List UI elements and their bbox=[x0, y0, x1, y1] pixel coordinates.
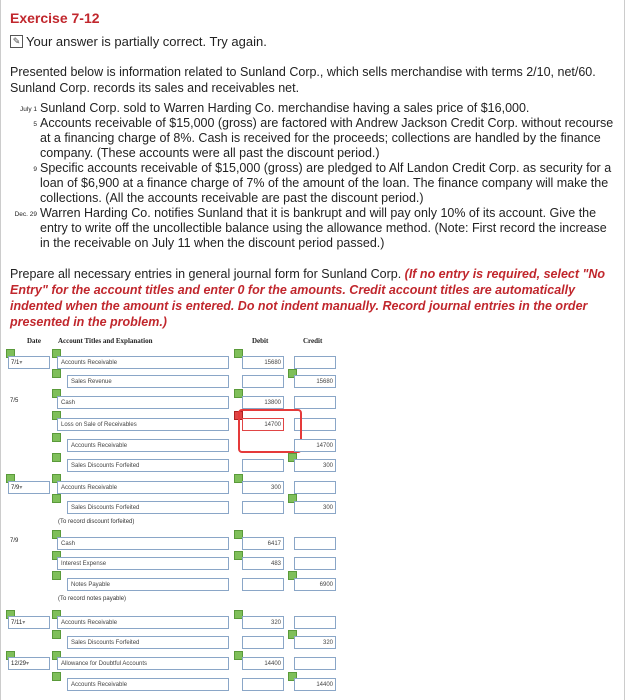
debit-input[interactable]: 320 bbox=[242, 616, 284, 629]
correct-icon bbox=[52, 494, 61, 503]
instructions: Prepare all necessary entries in general journal form for Sunland Corp. (If no entry is required, select "No Entry" for the account titles and enter 0 for the amounts. Credit account titles are automatically indented when the amount is entered. Do not indent manually. Record journal entries in the order presented in the problem.) bbox=[10, 267, 606, 329]
debit-input[interactable] bbox=[242, 459, 284, 472]
chevron-down-icon: ▾ bbox=[26, 661, 30, 667]
debit-input[interactable] bbox=[242, 578, 284, 591]
entry-note: (To record discount forfeited) bbox=[58, 519, 135, 525]
account-input[interactable]: Accounts Receivable bbox=[57, 356, 229, 369]
credit-input[interactable] bbox=[294, 537, 336, 550]
account-input[interactable]: Accounts Receivable bbox=[67, 439, 229, 452]
correct-icon bbox=[52, 433, 61, 442]
intro-text: Presented below is information related to Sunland Corp., which sells merchandise with terms 2/10, net/60. Sunland Corp. records its sales and receivables net. bbox=[10, 65, 596, 95]
account-input[interactable]: Sales Revenue bbox=[67, 375, 229, 388]
event-item: 9 Specific accounts receivable of $15,000 (gross) are pledged to Alf Landon Credit Corp. as security for a loan of $6,900 at a finance charge of 7% of the amount of the loan. The finance company will make the collections. (All the accounts receivable are past the discount period.) bbox=[33, 161, 612, 205]
correct-icon bbox=[52, 369, 61, 378]
header-date: Date bbox=[27, 337, 41, 345]
credit-input[interactable] bbox=[294, 481, 336, 494]
instructions-emphasis: (If no entry is required, select "No Entry" for the account titles and enter 0 for the amounts. Credit account titles are automatically indented when the amount is entered. Do not indent manually. Record journal entries in the order presented in the problem.) bbox=[10, 267, 606, 329]
event-item: July 1 Sunland Corp. sold to Warren Harding Co. merchandise having a sales price of $16,000. bbox=[20, 101, 530, 115]
correct-icon bbox=[52, 453, 61, 462]
credit-input[interactable] bbox=[294, 657, 336, 670]
event-list bbox=[10, 101, 615, 251]
annotation-highlight bbox=[238, 409, 302, 453]
credit-input[interactable]: 15680 bbox=[294, 375, 336, 388]
date-select[interactable]: 12/29▾ bbox=[8, 657, 50, 670]
chevron-down-icon: ▾ bbox=[19, 360, 23, 366]
debit-input[interactable]: 14400 bbox=[242, 657, 284, 670]
date-label: 7/5 bbox=[10, 398, 19, 404]
date-label: 7/9 bbox=[10, 538, 19, 544]
account-input[interactable]: Cash bbox=[57, 537, 229, 550]
credit-input[interactable]: 300 bbox=[294, 501, 336, 514]
credit-input[interactable]: 6900 bbox=[294, 578, 336, 591]
debit-input[interactable]: 14700 bbox=[242, 418, 284, 431]
credit-input[interactable] bbox=[294, 616, 336, 629]
debit-input[interactable]: 13800 bbox=[242, 396, 284, 409]
chevron-down-icon: ▾ bbox=[19, 485, 23, 491]
credit-input[interactable] bbox=[294, 396, 336, 409]
credit-input[interactable] bbox=[294, 356, 336, 369]
credit-input[interactable]: 300 bbox=[294, 459, 336, 472]
debit-input[interactable]: 483 bbox=[242, 557, 284, 570]
debit-input[interactable] bbox=[242, 375, 284, 388]
credit-input[interactable]: 320 bbox=[294, 636, 336, 649]
entry-note: (To record notes payable) bbox=[58, 596, 127, 602]
credit-input[interactable]: 14400 bbox=[294, 678, 336, 691]
date-select[interactable]: 7/11▾ bbox=[8, 616, 50, 629]
account-input[interactable]: Sales Discounts Forfeited bbox=[67, 501, 229, 514]
account-input[interactable]: Sales Discounts Forfeited bbox=[67, 459, 229, 472]
debit-input[interactable]: 6417 bbox=[242, 537, 284, 550]
account-input[interactable]: Accounts Receivable bbox=[57, 616, 229, 629]
account-input[interactable]: Accounts Receivable bbox=[67, 678, 229, 691]
account-input[interactable]: Interest Expense bbox=[57, 557, 229, 570]
account-input[interactable]: Accounts Receivable bbox=[57, 481, 229, 494]
exercise-title: Exercise 7-12 bbox=[10, 10, 100, 26]
event-item: Dec. 29 Warren Harding Co. notifies Sunland that it is bankrupt and will pay only 10% of its account. Give the entry to write off the uncollectible balance using the allowance method. (Note: First record the increase in the receivable on July 11 when the discount period passed.) bbox=[14, 206, 607, 250]
account-input[interactable]: Cash bbox=[57, 396, 229, 409]
status-text: Your answer is partially correct. Try again. bbox=[26, 34, 267, 49]
date-select[interactable]: 7/1▾ bbox=[8, 356, 50, 369]
correct-icon bbox=[52, 630, 61, 639]
correct-icon bbox=[52, 672, 61, 681]
status-message bbox=[10, 34, 267, 49]
chevron-down-icon: ▾ bbox=[22, 620, 26, 626]
event-item: 5 Accounts receivable of $15,000 (gross) are factored with Andrew Jackson Credit Corp. without recourse at a financing charge of 8%. Cash is received for the proceeds; collections are handled by the finance company. (These accounts were all past the discount period.) bbox=[33, 116, 614, 160]
account-input[interactable]: Loss on Sale of Receivables bbox=[57, 418, 229, 431]
correct-icon bbox=[52, 571, 61, 580]
debit-input[interactable] bbox=[242, 636, 284, 649]
credit-input[interactable] bbox=[294, 557, 336, 570]
debit-input[interactable]: 300 bbox=[242, 481, 284, 494]
header-credit: Credit bbox=[303, 337, 323, 345]
account-input[interactable]: Sales Discounts Forfeited bbox=[67, 636, 229, 649]
header-debit: Debit bbox=[252, 337, 269, 345]
credit-input[interactable]: 14700 bbox=[294, 439, 336, 452]
header-account: Account Titles and Explanation bbox=[58, 337, 153, 345]
date-select[interactable]: 7/9▾ bbox=[8, 481, 50, 494]
debit-input[interactable] bbox=[242, 501, 284, 514]
debit-input[interactable]: 15680 bbox=[242, 356, 284, 369]
pencil-icon: ✎ bbox=[10, 35, 23, 48]
debit-input[interactable] bbox=[242, 678, 284, 691]
account-input[interactable]: Allowance for Doubtful Accounts bbox=[57, 657, 229, 670]
account-input[interactable]: Notes Payable bbox=[67, 578, 229, 591]
